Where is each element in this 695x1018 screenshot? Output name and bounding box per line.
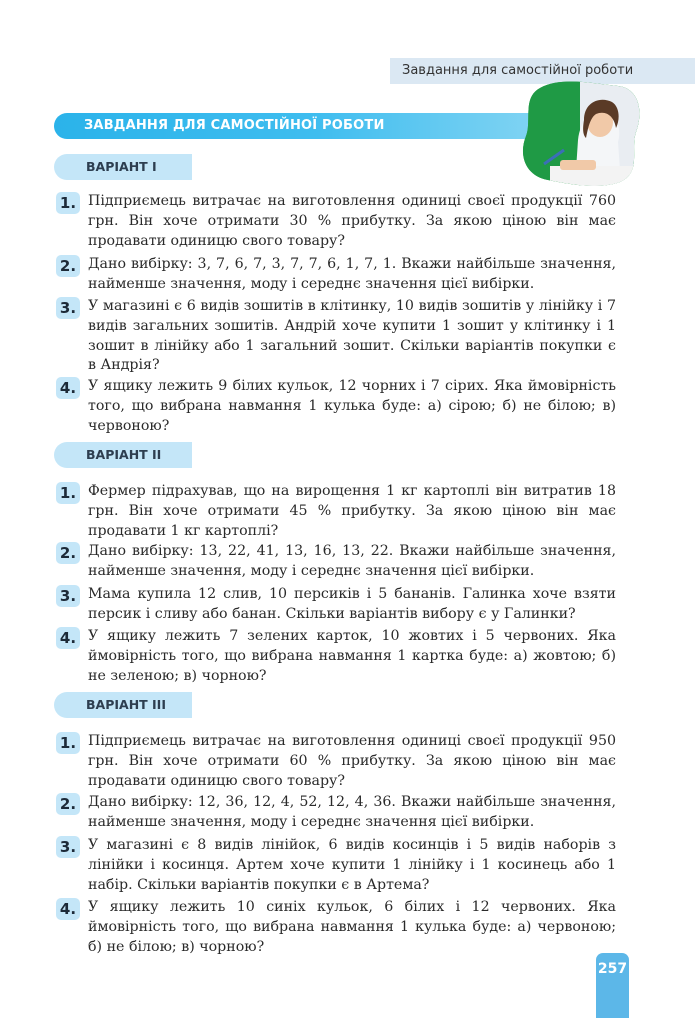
problem-v3-2 bbox=[56, 793, 616, 833]
problem-v2-1 bbox=[56, 482, 616, 541]
problem-number: 3. bbox=[56, 585, 80, 607]
problem-text: У ящику лежить 9 білих кульок, 12 чорних і 7 сірих. Яка ймовірність того, що вибрана навмання 1 кулька буде: а) сірою; б) не білою; в) червоною? bbox=[88, 378, 616, 434]
problem-v1-1 bbox=[56, 192, 616, 251]
problem-v2-2 bbox=[56, 542, 616, 582]
running-header: Завдання для самостійної роботи bbox=[390, 58, 695, 84]
problem-v1-4 bbox=[56, 377, 616, 436]
problem-number: 1. bbox=[56, 732, 80, 754]
problem-v3-4 bbox=[56, 898, 616, 957]
problem-v2-3 bbox=[56, 585, 616, 625]
variant-1-label: ВАРІАНТ І bbox=[54, 154, 192, 180]
problem-v3-1 bbox=[56, 732, 616, 791]
problem-text: Дано вибірку: 3, 7, 6, 7, 3, 7, 7, 6, 1, 7, 1. Вкажи найбільше значення, найменше значення, моду і середнє значення цієї вибірки. bbox=[88, 256, 616, 292]
problem-v2-4 bbox=[56, 627, 616, 686]
problem-v3-3 bbox=[56, 836, 616, 895]
problem-number: 2. bbox=[56, 793, 80, 815]
problem-text: Підприємець витрачає на виготовлення одиниці своєї продукції 950 грн. Він хоче отримати 60 % прибутку. За якою ціною він має продавати одиницю свого товару? bbox=[88, 733, 616, 789]
section-title-banner: ЗАВДАННЯ ДЛЯ САМОСТІЙНОЇ РОБОТИ bbox=[54, 113, 532, 139]
problem-number: 3. bbox=[56, 836, 80, 858]
problem-v1-2 bbox=[56, 255, 616, 295]
problem-v1-3 bbox=[56, 297, 616, 376]
problem-number: 4. bbox=[56, 627, 80, 649]
student-photo-illustration bbox=[520, 80, 642, 188]
problem-number: 3. bbox=[56, 297, 80, 319]
problem-text: У магазині є 8 видів лінійок, 6 видів косинців і 5 видів наборів з лінійки і косинця. Артем хоче купити 1 лінійку і 1 косинець або 1 набір. Скільки варіантів покупки є в Артема? bbox=[88, 837, 616, 893]
problem-number: 2. bbox=[56, 255, 80, 277]
problem-number: 1. bbox=[56, 192, 80, 214]
problem-number: 4. bbox=[56, 377, 80, 399]
problem-number: 1. bbox=[56, 482, 80, 504]
page-number: 257 bbox=[596, 953, 629, 1018]
problem-text: Підприємець витрачає на виготовлення одиниці своєї продукції 760 грн. Він хоче отримати 30 % прибутку. За якою ціною він має продавати одиницю свого товару? bbox=[88, 193, 616, 249]
variant-2-label: ВАРІАНТ ІІ bbox=[54, 442, 192, 468]
problem-text: Фермер підрахував, що на вирощення 1 кг картоплі він витратив 18 грн. Він хоче отримати 45 % прибутку. За якою ціною він має продавати 1 кг картоплі? bbox=[88, 483, 616, 539]
problem-text: У магазині є 6 видів зошитів в клітинку, 10 видів зошитів у лінійку і 7 видів загальних зошитів. Андрій хоче купити 1 зошит у клітинку і 1 зошит в лінійку або 1 загальний зошит. Скільки варіантів покупки є в Андрія? bbox=[88, 298, 616, 374]
problem-number: 2. bbox=[56, 542, 80, 564]
problem-text: У ящику лежить 10 синіх кульок, 6 білих і 12 червоних. Яка ймовірність того, що вибрана навмання 1 кулька буде: а) червоною; б) не білою; в) чорною? bbox=[88, 899, 616, 955]
problem-text: У ящику лежить 7 зелених карток, 10 жовтих і 5 червоних. Яка ймовірність того, що вибрана навмання 1 картка буде: а) жовтою; б) не зеленою; в) чорною? bbox=[88, 628, 616, 684]
problem-text: Дано вибірку: 12, 36, 12, 4, 52, 12, 4, 36. Вкажи найбільше значення, найменше значення, моду і середнє значення цієї вибірки. bbox=[88, 794, 616, 830]
problem-text: Дано вибірку: 13, 22, 41, 13, 16, 13, 22. Вкажи найбільше значення, найменше значення, моду і середнє значення цієї вибірки. bbox=[88, 543, 616, 579]
problem-number: 4. bbox=[56, 898, 80, 920]
variant-3-label: ВАРІАНТ ІІІ bbox=[54, 692, 192, 718]
problem-text: Мама купила 12 слив, 10 персиків і 5 бананів. Галинка хоче взяти персик і сливу або банан. Скільки варіантів вибору є у Галинки? bbox=[88, 586, 616, 622]
